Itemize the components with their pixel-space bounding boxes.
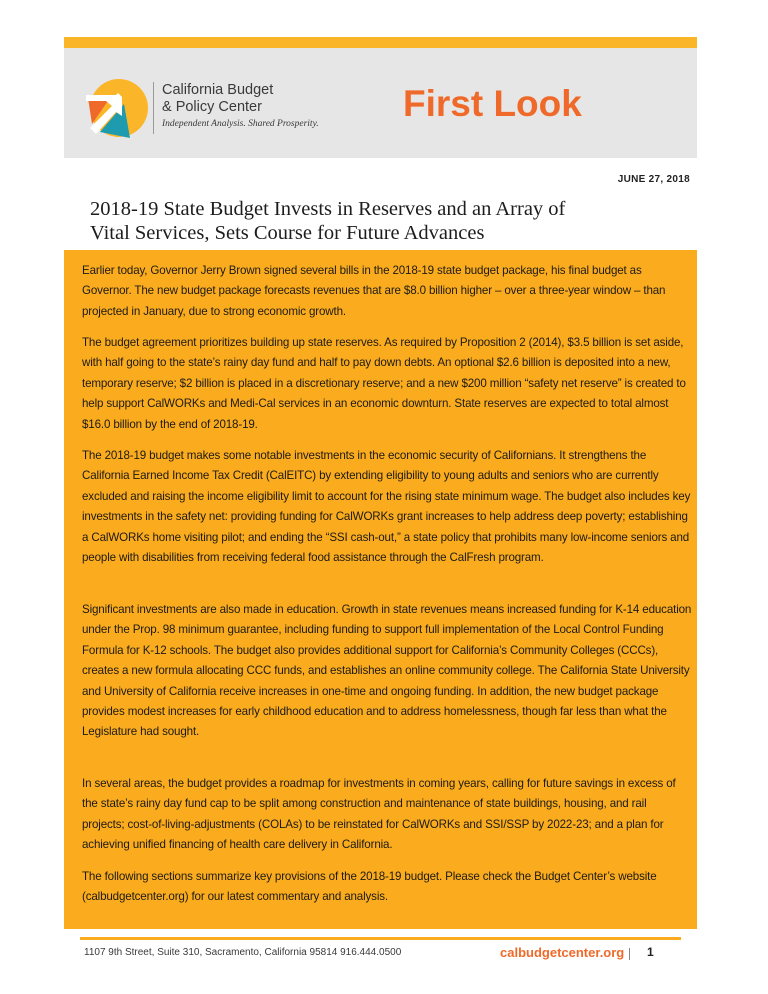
page-number: 1 [647, 945, 654, 959]
footer-separator [629, 948, 630, 960]
footer-website-link[interactable]: calbudgetcenter.org [500, 945, 625, 960]
page-title [90, 197, 690, 245]
header-accent-bar [64, 37, 697, 48]
arrow-circle-logo-icon [86, 76, 150, 140]
title-line2: Vital Services, Sets Course for Future Advances [90, 222, 485, 244]
org-tagline: Independent Analysis. Shared Prosperity. [162, 119, 319, 129]
series-title: First Look [403, 83, 582, 124]
footer-divider [80, 937, 681, 940]
summary-paragraph: The following sections summarize key provisions of the 2018-19 budget. Please check the Budget Center’s website (calbudgetcenter.org) for our latest commentary and analysis. [82, 870, 657, 904]
org-name-line2: & Policy Center [162, 99, 262, 115]
summary-paragraph: Earlier today, Governor Jerry Brown signed several bills in the 2018-19 state budget package, his final budget as Governor. The new budget package forecasts revenues that are $8.0 billion higher – over a three-year window – than projected in January, due to strong economic growth. [82, 264, 666, 318]
summary-paragraph: In several areas, the budget provides a roadmap for investments in coming years, calling for future savings in excess of the state’s rainy day fund cap to be split among construction and maintenance of state buildings, housing, and rail projects; cost-of-living-adjustments (COLAs) to be reinstated for CalWORKs and SSI/SSP by 2022-23; and a plan for achieving unified financing of health care delivery in California. [82, 777, 676, 852]
summary-paragraph: Significant investments are also made in education. Growth in state revenues means increased funding for K-14 education under the Prop. 98 minimum guarantee, including funding to support full implementation of the Local Control Funding Formula for K-12 schools. The budget also provides additional support for California’s Community Colleges (CCCs), creates a new formula allocating CCC funds, and establishes an online community college. The California State University and University of California receive increases in one-time and ongoing funding. In addition, the new budget package provides modest increases for early childhood education and to address homelessness, though far less than what the Legislature had sought. [82, 603, 692, 739]
footer-address: 1107 9th Street, Suite 310, Sacramento, California 95814 916.444.0500 [84, 947, 402, 958]
org-name-line1: California Budget [162, 82, 274, 98]
title-line1: 2018-19 State Budget Invests in Reserves and an Array of [90, 198, 566, 220]
publication-date: JUNE 27, 2018 [617, 174, 690, 185]
summary-paragraph: The budget agreement prioritizes building up state reserves. As required by Proposition 2 (2014), $3.5 billion is set aside, with half going to the state’s rainy day fund and half to pay down debts. An optional $2.6 billion is deposited into a new, temporary reserve; $2 billion is placed in a discretionary reserve; and a new $200 million “safety net reserve” is created to help support CalWORKs and Medi-Cal services in an economic downturn. State reserves are expected to total almost $16.0 billion by the end of 2018-19. [82, 336, 686, 431]
logo-divider [153, 82, 154, 134]
summary-box [64, 250, 697, 929]
header-banner [64, 48, 697, 158]
org-name [162, 82, 273, 116]
summary-paragraph: The 2018-19 budget makes some notable investments in the economic security of Californians. It strengthens the California Earned Income Tax Credit (CalEITC) by extending eligibility to young adults and seniors who are currently excluded and raising the income eligibility limit to account for the rising state minimum wage. The budget also includes key investments in the safety net: providing funding for CalWORKs grant increases to help address deep poverty; establishing a CalWORKs home visiting pilot; and ending the “SSI cash-out,” a state policy that prohibits many low-income seniors and people with disabilities from receiving federal food assistance through the CalFresh program. [82, 449, 691, 565]
